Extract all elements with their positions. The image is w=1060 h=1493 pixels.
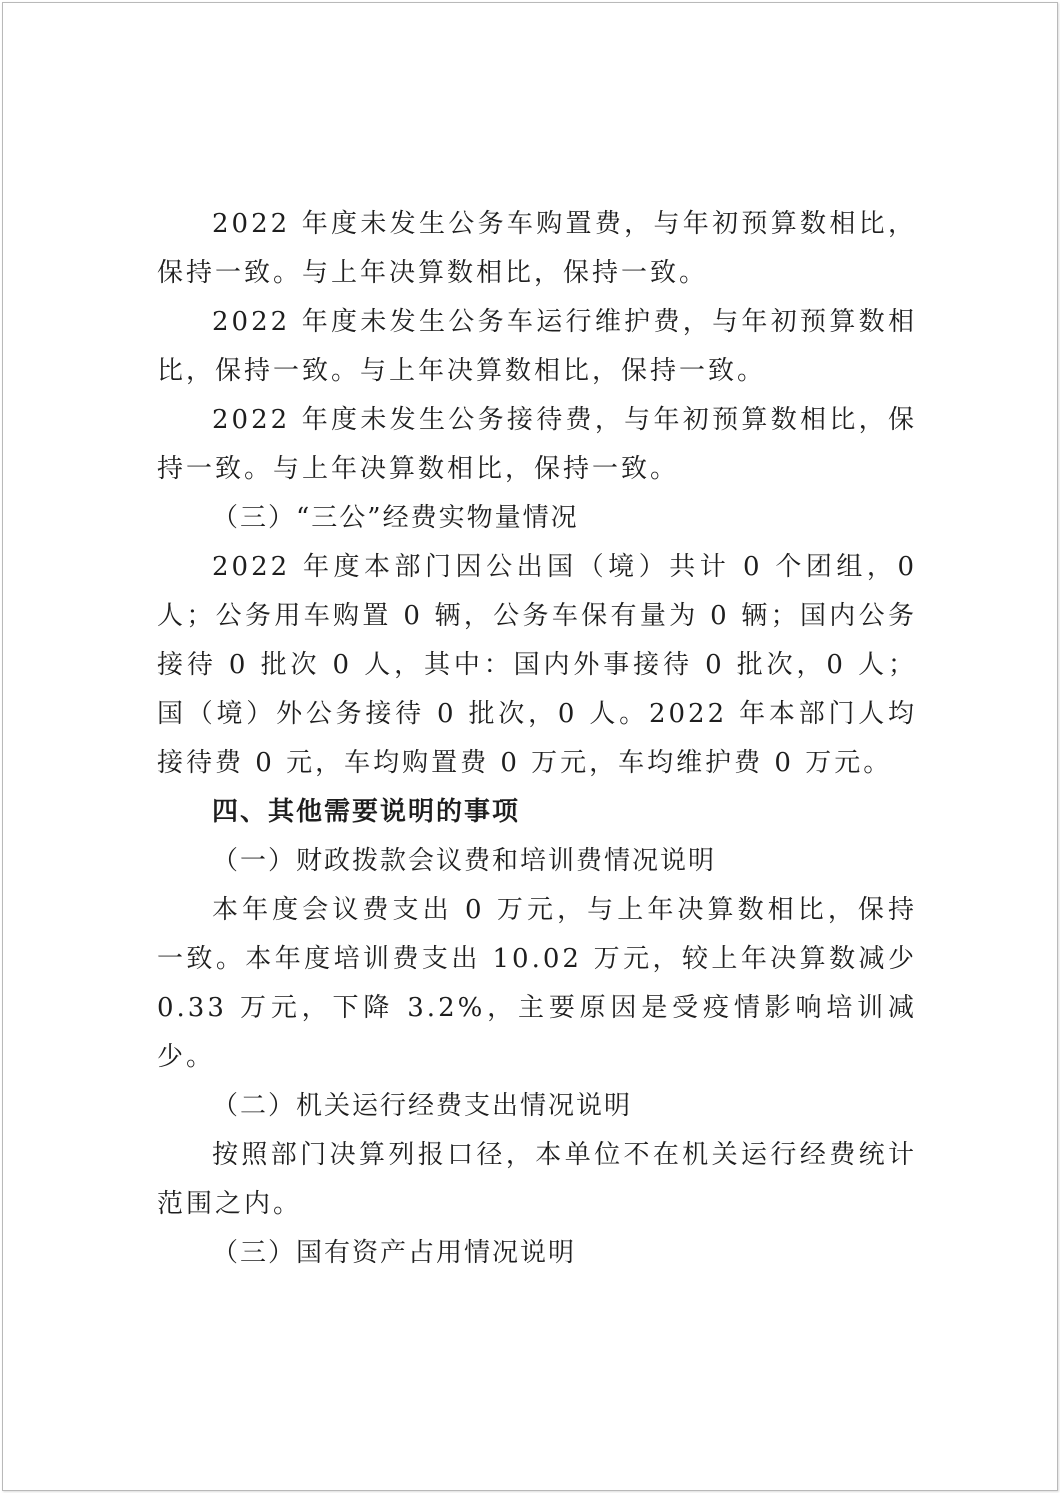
paragraph-meeting-training: 本年度会议费支出 0 万元，与上年决算数相比，保持一致。本年度培训费支出 10.02 万元，较上年决算数减少 0.33 万元，下降 3.2%，主要原因是受疫情影响培训减少。 [157, 895, 917, 1072]
subheading-meeting-training: （一）财政拨款会议费和培训费情况说明 [212, 846, 717, 876]
paragraph-operating-expenses: 按照部门决算列报口径，本单位不在机关运行经费统计范围之内。 [157, 1140, 917, 1219]
subheading-operating-expenses: （二）机关运行经费支出情况说明 [212, 1091, 633, 1121]
subheading-state-assets: （三）国有资产占用情况说明 [212, 1238, 577, 1268]
paragraph-vehicle-maintenance: 2022 年度未发生公务车运行维护费，与年初预算数相比，保持一致。与上年决算数相比，保持一致。 [157, 307, 917, 386]
paragraph-reception: 2022 年度未发生公务接待费，与年初预算数相比，保持一致。与上年决算数相比，保持一致。 [157, 405, 917, 484]
document-body [157, 200, 917, 1278]
section-heading-other-matters: 四、其他需要说明的事项 [212, 797, 521, 827]
document-page [2, 2, 1058, 1491]
paragraph-physical-quantity: 2022 年度本部门因公出国（境）共计 0 个团组，0 人；公务用车购置 0 辆，公务车保有量为 0 辆；国内公务接待 0 批次 0 人，其中：国内外事接待 0 批次，0 人；国（境）外公务接待 0 批次，0 人。2022 年本部门人均接待费 0 元，车均购置费 0 万元，车均维护费 0 万元。 [157, 552, 917, 778]
paragraph-vehicle-purchase: 2022 年度未发生公务车购置费，与年初预算数相比，保持一致。与上年决算数相比，保持一致。 [157, 209, 917, 288]
subheading-physical-quantity: （三）“三公”经费实物量情况 [212, 503, 579, 533]
